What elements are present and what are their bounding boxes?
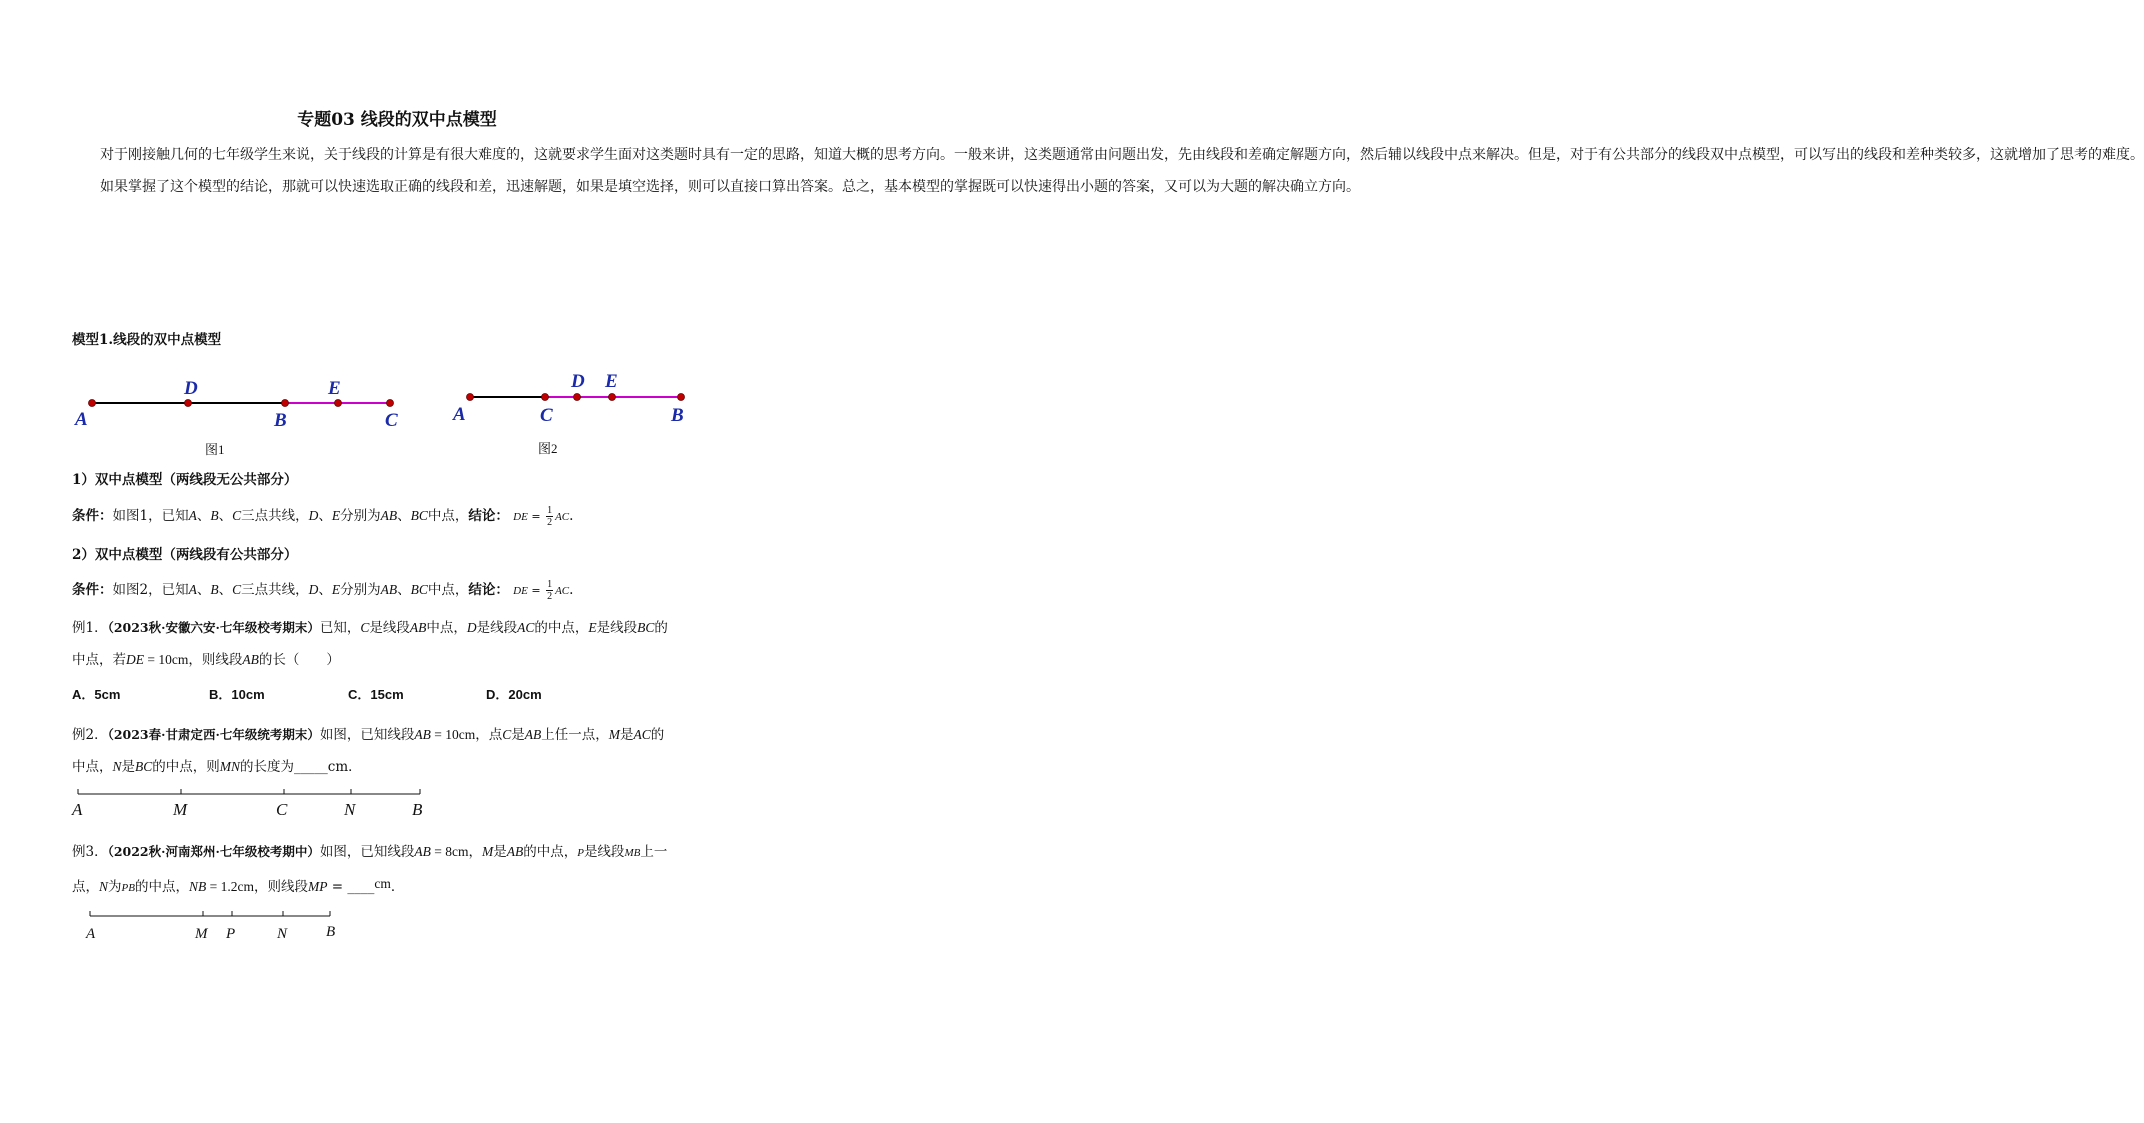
example-1-source: （2023秋·安徽六安·七年级校考期末） (107, 620, 320, 635)
option-a[interactable]: A．5cm (72, 687, 121, 702)
label-b: B (412, 800, 423, 819)
case-1-heading: 1）双中点模型（两线段无公共部分） (72, 472, 298, 488)
label-e: E (328, 378, 341, 399)
label-a: A (453, 404, 466, 425)
example-1-line-2: 中点，若DE = 10cm，则线段AB的长（ ） (72, 652, 340, 668)
point-e (609, 394, 616, 401)
condition-label: 条件： (72, 582, 113, 598)
label-n: N (344, 800, 356, 819)
label-e: E (605, 371, 618, 392)
condition-label: 条件： (72, 508, 113, 524)
answer-blank[interactable]: ____ (347, 879, 375, 895)
figure-1-caption: 图1 (205, 442, 225, 457)
example-3-line-2: 点，N为PB的中点，NB = 1.2cm，则线段MP = ____cm． (72, 876, 405, 895)
label-a: A (75, 409, 88, 430)
example-2-line-2: 中点，N是BC的中点，则MN的长度为_____cm． (72, 759, 362, 775)
point-a (467, 394, 474, 401)
figure-2 (440, 364, 710, 464)
point-d (185, 400, 192, 407)
figure-1 (60, 370, 420, 465)
case-2-heading: 2）双中点模型（两线段有公共部分） (72, 547, 298, 563)
example-1-line-1: 例1．（2023秋·安徽六安·七年级校考期末）已知，C是线段AB中点，D是线段AC的中点，E是线段BC的 (72, 620, 668, 636)
intro-paragraph-1: 对于刚接触几何的七年级学生来说，关于线段的计算是有很大难度的，这就要求学生面对这类题时具有一定的思路，知道大概的思考方向。一般来讲，这类题通常由问题出发，先由线段和差确定解题方向，然后辅以线段中点来解决。但是，对于有公共部分的线段双中点模型，可以写出的线段和差种类较多，这就增加了思考的难度。 (100, 147, 2144, 163)
conclusion-label: 结论： (468, 508, 509, 524)
figure-2-caption: 图2 (538, 441, 558, 456)
point-e (335, 400, 342, 407)
label-d: D (184, 378, 198, 399)
point-b (282, 400, 289, 407)
example-2-figure (65, 786, 445, 822)
example-3-line-1: 例3．（2022秋·河南郑州·七年级校考期中）如图，已知线段AB = 8cm，M是AB的中点，P是线段MB上一 (72, 844, 668, 860)
label-c: C (276, 800, 288, 819)
intro-text (72, 139, 2144, 203)
label-c: C (540, 405, 553, 426)
model-heading: 模型1.线段的双中点模型 (72, 332, 222, 348)
point-d (574, 394, 581, 401)
label-n: N (277, 926, 288, 942)
point-b (678, 394, 685, 401)
point-c (387, 400, 394, 407)
page-title: 专题03 线段的双中点模型 (297, 110, 497, 130)
option-c[interactable]: C．15cm (348, 687, 404, 702)
example-3-source: （2022秋·河南郑州·七年级校考期中） (107, 844, 320, 859)
fraction-half: $\frac{1}{2}$ (547, 579, 553, 602)
label-a: A (86, 926, 96, 942)
conclusion-formula: DE = $\frac{1}{2}$ AC. (513, 579, 574, 602)
label-b: B (274, 410, 287, 431)
point-c (542, 394, 549, 401)
example-2-line-1: 例2．（2023春·甘肃定西·七年级统考期末）如图，已知线段AB = 10cm，点C是AB上任一点，M是AC的 (72, 727, 665, 743)
label-m: M (195, 926, 208, 942)
fraction-half: $\frac{1}{2}$ (547, 505, 553, 528)
conclusion-formula: DE = $\frac{1}{2}$ AC. (513, 505, 574, 528)
option-d[interactable]: D．20cm (486, 687, 542, 702)
example-3-figure (80, 908, 350, 944)
point-a (89, 400, 96, 407)
case-2-condition: 条件：如图2，已知A、B、C三点共线，D、E分别为AB、BC中点，结论： DE = $\frac{1}{2}$ AC. (72, 579, 574, 602)
option-b[interactable]: B．10cm (209, 687, 265, 702)
label-b: B (671, 405, 684, 426)
case-1-condition: 条件：如图1，已知A、B、C三点共线，D、E分别为AB、BC中点，结论： DE = $\frac{1}{2}$ AC. (72, 505, 574, 528)
example-2-source: （2023春·甘肃定西·七年级统考期末） (107, 727, 320, 742)
label-b: B (326, 924, 336, 940)
label-p: P (226, 926, 236, 942)
label-c: C (385, 410, 398, 431)
label-m: M (173, 800, 188, 819)
intro-paragraph-2: 如果掌握了这个模型的结论，那就可以快速选取正确的线段和差，迅速解题，如果是填空选择，则可以直接口算出答案。总之，基本模型的掌握既可以快速得出小题的答案，又可以为大题的解决确立方向。 (100, 179, 1360, 195)
label-a: A (72, 800, 83, 819)
answer-blank[interactable]: _____ (294, 759, 328, 775)
conclusion-label: 结论： (468, 582, 509, 598)
label-d: D (571, 371, 585, 392)
